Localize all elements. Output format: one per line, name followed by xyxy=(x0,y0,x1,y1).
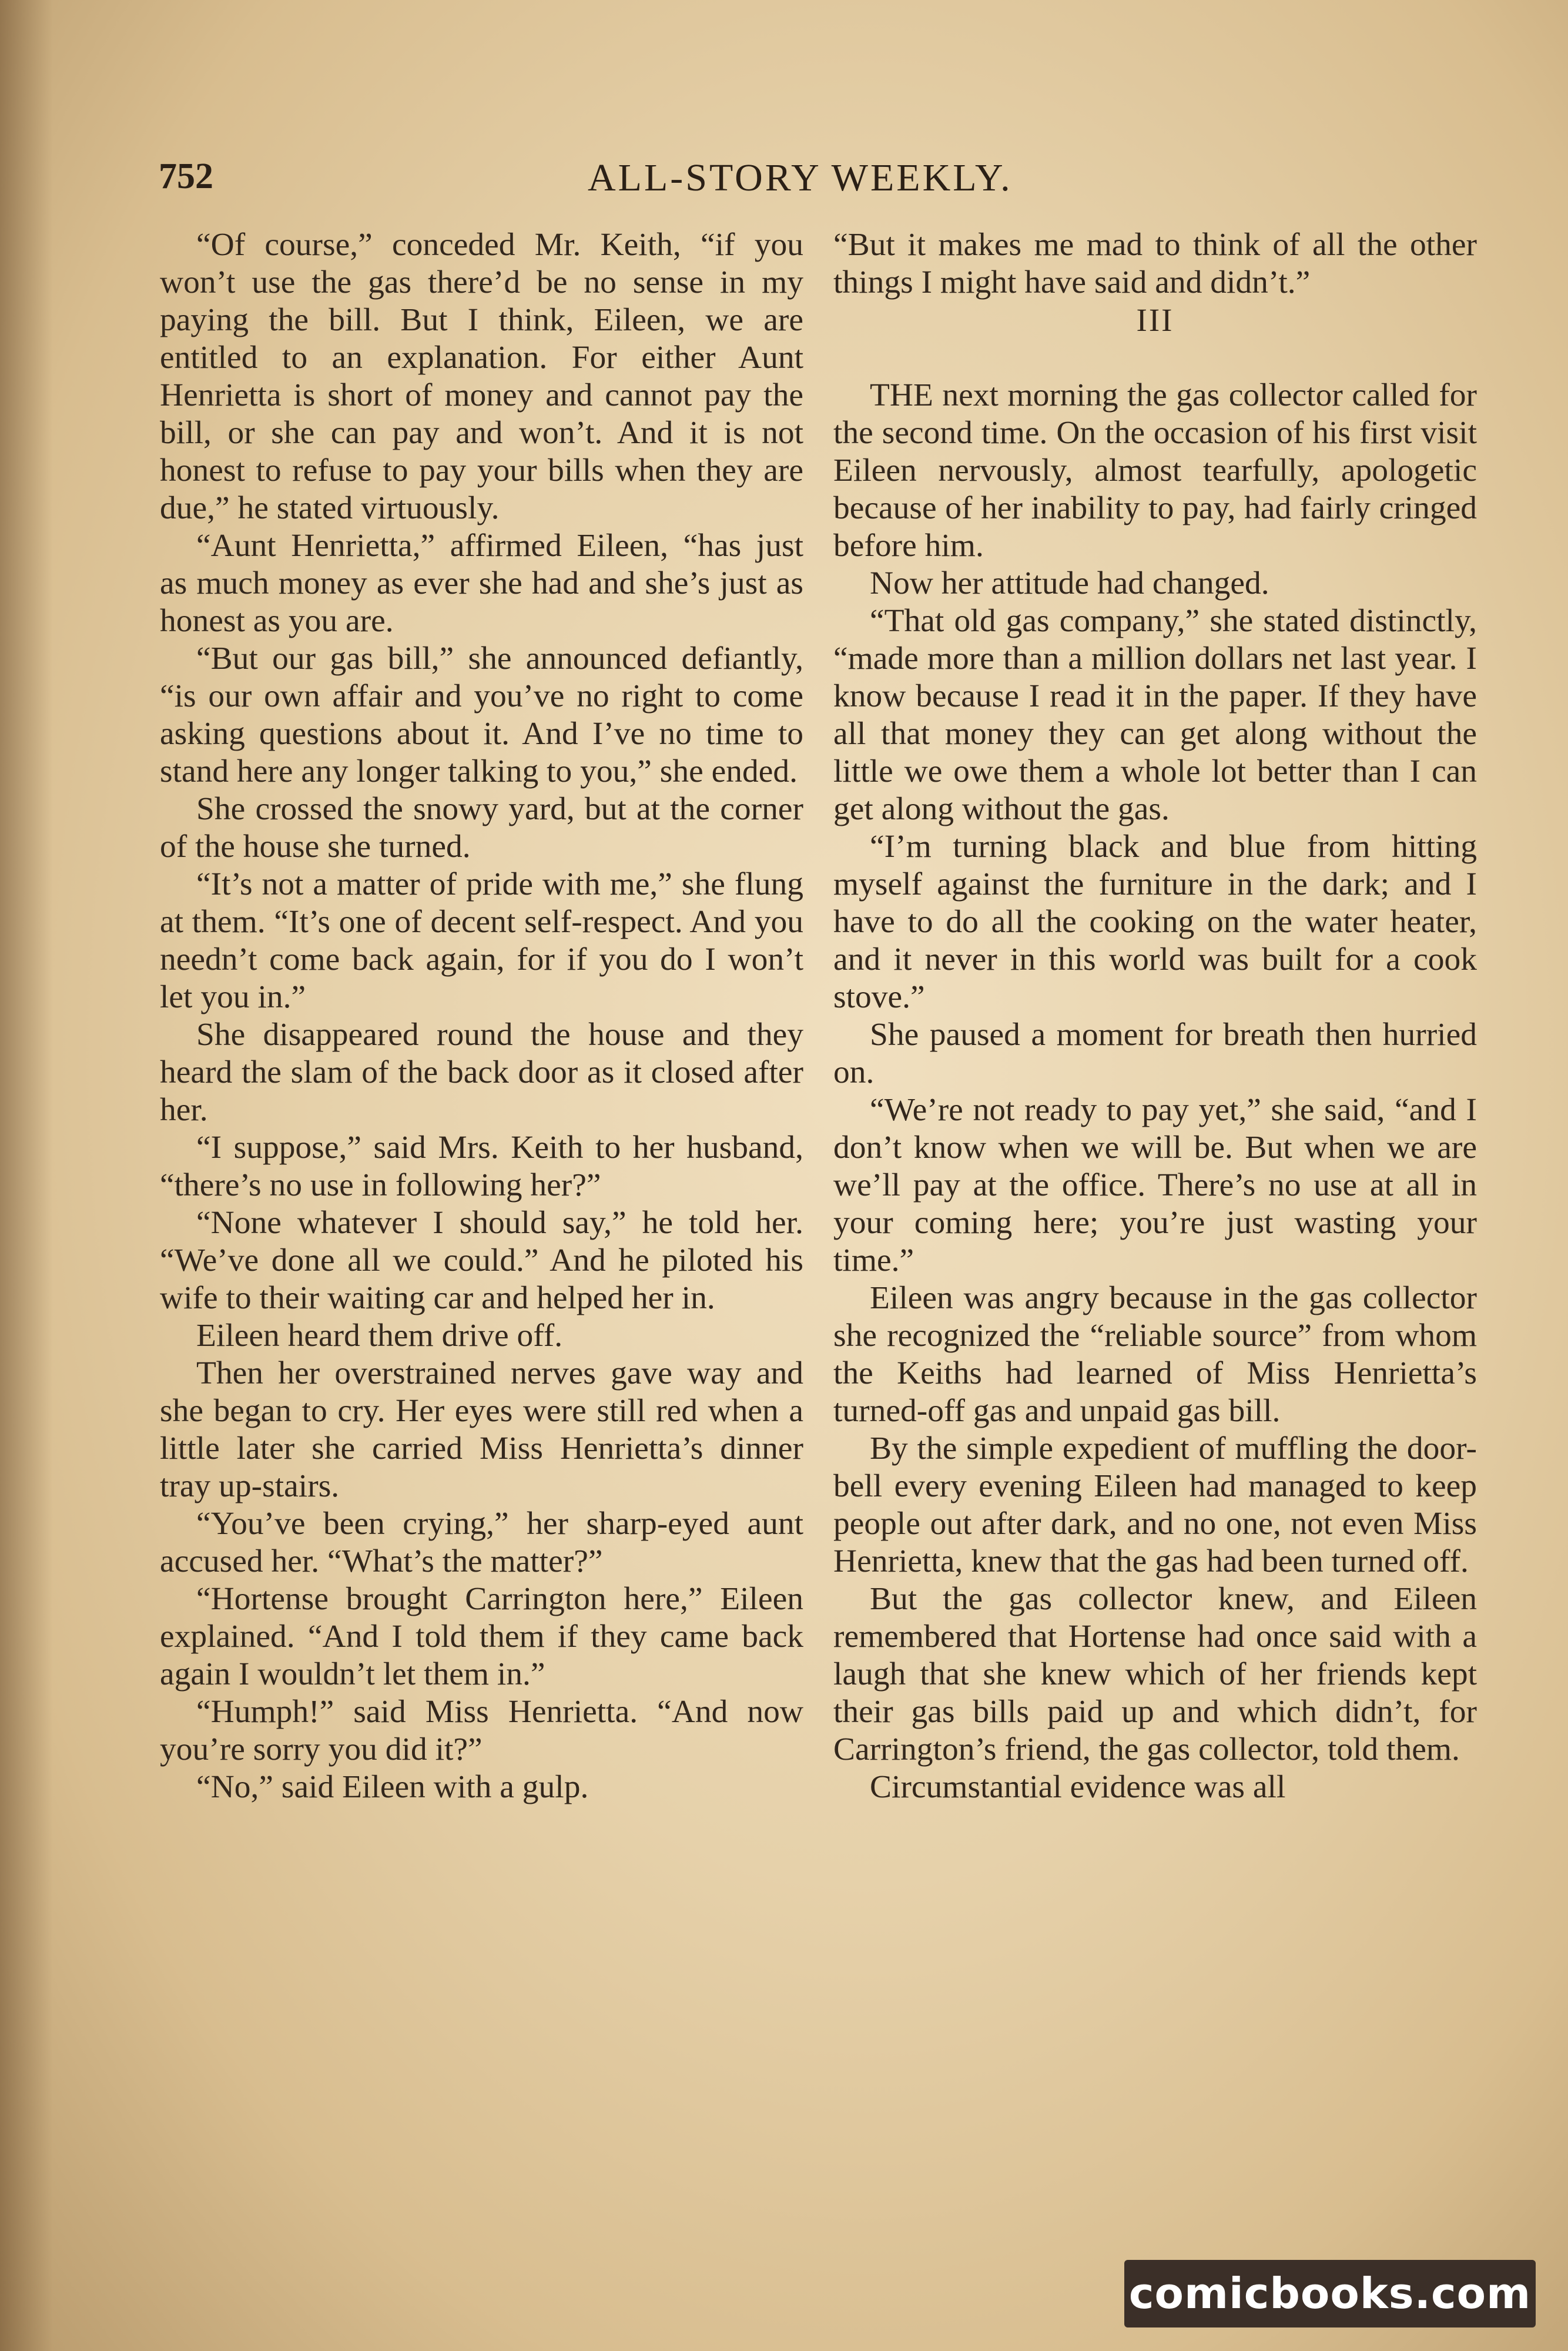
paragraph: “No,” said Eileen with a gulp. xyxy=(196,1769,589,1805)
paragraph: By the simple expedient of muffling the door-bell every evening Eileen had managed to keep people out after dark, and no one, not even Miss Henrietta, knew that the gas had been turned off. xyxy=(833,1431,1477,1579)
paragraph: “Humph!” said Miss Henrietta. “And now you’re sorry you did it?” xyxy=(160,1694,803,1767)
paragraph: “None whatever I should say,” he told her. “We’ve done all we could.” And he piloted his wife to their waiting car and helped her in. xyxy=(160,1205,803,1316)
left-column xyxy=(160,226,803,1806)
section-heading: III xyxy=(1136,302,1174,338)
paragraph: “I’m turning black and blue from hitting myself against the furniture in the dark; and I have to do all the cooking on the water heater, and it never in this world was built for a cook stove.” xyxy=(833,829,1477,1015)
paragraph: “We’re not ready to pay yet,” she said, “and I don’t know when we will be. But when we are we’ll pay at the office. There’s no use at all in your coming here; you’re just wasting your time.” xyxy=(833,1092,1477,1278)
paragraph: “It’s not a matter of pride with me,” she flung at them. “It’s one of decent self-respect. And you needn’t come back again, for if you do I won’t let you in.” xyxy=(160,866,803,1015)
spine-shadow xyxy=(0,0,53,2351)
site-watermark: comicbooks.com xyxy=(1124,2260,1536,2327)
paragraph: “That old gas company,” she stated distinctly, “made more than a million dollars net last year. I know because I read it in the paper. If they have all that money they can get along without the little we owe them a whole lot better than I can get along without the gas. xyxy=(833,603,1477,827)
paragraph: She disappeared round the house and they heard the slam of the back door as it closed after her. xyxy=(160,1017,803,1128)
paragraph: “I suppose,” said Mrs. Keith to her husband, “there’s no use in following her?” xyxy=(160,1130,803,1203)
paragraph: “Hortense brought Carrington here,” Eileen explained. “And I told them if they came back again I wouldn’t let them in.” xyxy=(160,1581,803,1692)
paragraph: THE next morning the gas collector called for the second time. On the occasion of his first visit Eileen nervously, almost tearfully, apologetic because of her inability to pay, had fairly cringed before him. xyxy=(833,377,1477,564)
paragraph: “But our gas bill,” she announced defiantly, “is our own affair and you’ve no right to come asking questions about it. And I’ve no time to stand here any longer talking to you,” she ended. xyxy=(160,641,803,789)
paragraph: “You’ve been crying,” her sharp-eyed aunt accused her. “What’s the matter?” xyxy=(160,1506,803,1579)
running-title: ALL-STORY WEEKLY. xyxy=(588,156,1013,199)
paragraph: Then her overstrained nerves gave way and she began to cry. Her eyes were still red when a little later she carried Miss Henrietta’s dinner tray up-stairs. xyxy=(160,1355,803,1504)
paragraph: Eileen heard them drive off. xyxy=(196,1318,563,1354)
page-header xyxy=(159,156,1468,209)
page-number: 752 xyxy=(159,156,213,196)
paragraph: Circumstantial evidence was all xyxy=(870,1769,1286,1805)
lead-paragraph: “But it makes me mad to think of all the other things I might have said and didn’t.” xyxy=(833,227,1477,300)
right-column xyxy=(833,226,1477,1806)
paragraph: Now her attitude had changed. xyxy=(870,565,1269,601)
paragraph: But the gas collector knew, and Eileen remembered that Hortense had once said with a laugh that she knew which of her friends kept their gas bills paid up and which didn’t, for Carrington’s friend, the gas collector, told them. xyxy=(833,1581,1477,1767)
paragraph: “Of course,” conceded Mr. Keith, “if you won’t use the gas there’d be no sense in my paying the bill. But I think, Eileen, we are entitled to an explanation. For either Aunt Henrietta is short of money and cannot pay the bill, or she can pay and won’t. And it is not honest to refuse to pay your bills when they are due,” he stated virtuously. xyxy=(160,227,803,526)
paragraph: She paused a moment for breath then hurried on. xyxy=(833,1017,1477,1090)
paragraph: Eileen was angry because in the gas collector she recognized the “reliable source” from whom the Keiths had learned of Miss Henrietta’s turned-off gas and unpaid gas bill. xyxy=(833,1280,1477,1429)
paragraph: She crossed the snowy yard, but at the corner of the house she turned. xyxy=(160,791,803,865)
paragraph: “Aunt Henrietta,” affirmed Eileen, “has just as much money as ever she had and she’s just as honest as you are. xyxy=(160,528,803,639)
